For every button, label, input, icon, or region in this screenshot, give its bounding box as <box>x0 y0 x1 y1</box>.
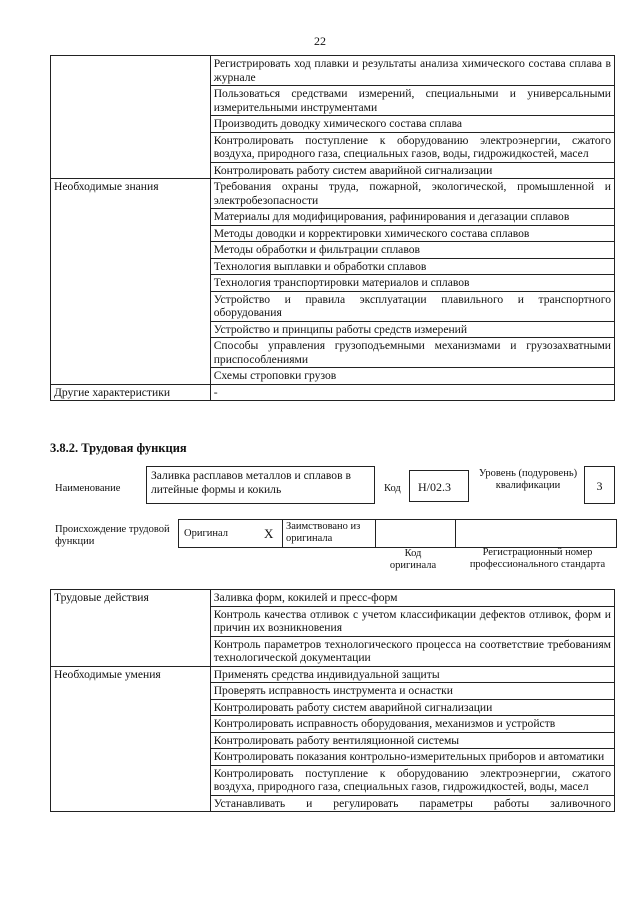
name-label: Наименование <box>55 483 121 494</box>
table-cell: Устройство и правила эксплуатации плавильного и транспортного оборудования <box>210 291 614 321</box>
page-number: 22 <box>314 34 326 48</box>
table-row <box>51 179 615 209</box>
table-cell: Регистрировать ход плавки и результаты анализа химического состава сплава в журнале <box>210 56 614 86</box>
knowledge-skills-table <box>50 55 615 401</box>
section-title: 3.8.2. Трудовая функция <box>50 441 187 455</box>
table-cell: Применять средства индивидуальной защиты <box>210 666 614 683</box>
reg-number-caption: Регистрационный номер профессионального стандарта <box>469 547 606 570</box>
table-cell: Устройство и принципы работы средств измерений <box>210 321 614 338</box>
table-cell: Производить доводку химического состава сплава <box>210 116 614 133</box>
table-cell: Контроль параметров технологического процесса на соответствие требованиям технологической документации <box>210 636 614 666</box>
table-cell: Контролировать поступление к оборудованию электроэнергии, сжатого воздуха, природного газа, специальных газов, гидрожидкостей, воды, масел <box>210 765 614 795</box>
table-row <box>51 384 615 401</box>
level-label: Уровень (подуровень) квалификации <box>478 468 578 491</box>
table-label-cell: Необходимые умения <box>51 666 211 812</box>
table-cell: Пользоваться средствами измерений, специальными и универсальными измерительными инструментами <box>210 86 614 116</box>
table-label-cell: Трудовые действия <box>51 590 211 667</box>
table-cell: Схемы строповки грузов <box>210 368 614 385</box>
table-cell: Контролировать поступление к оборудованию электроэнергии, сжатого воздуха, природного газа, специальных газов, воды, гидрожидкостей, масел <box>210 132 614 162</box>
table-cell: - <box>210 384 614 401</box>
code-label: Код <box>384 483 401 494</box>
original-mark: X <box>264 526 274 541</box>
table-cell: Технология транспортировки материалов и сплавов <box>210 275 614 292</box>
table-row <box>51 56 615 86</box>
table-cell: Способы управления грузоподъемными механизмами и грузозахватными приспособлениями <box>210 338 614 368</box>
table-cell: Технология выплавки и обработки сплавов <box>210 258 614 275</box>
code-box: Н/02.3 <box>409 470 469 502</box>
table-cell: Контроль качества отливок с учетом классификации дефектов отливок, форм и причин их возникновения <box>210 606 614 636</box>
original-label: Оригинал <box>184 528 228 539</box>
origin-label: Происхождение трудовой функции <box>55 524 170 547</box>
table-cell: Требования охраны труда, пожарной, экологической, промышленной и электробезопасности <box>210 179 614 209</box>
table-cell: Контролировать работу систем аварийной сигнализации <box>210 699 614 716</box>
labor-function-table <box>50 589 615 812</box>
table-row <box>51 666 615 683</box>
table-label-cell: Другие характеристики <box>51 384 211 401</box>
borrowed-label: Заимствовано из оригинала <box>286 521 361 544</box>
table-cell: Методы обработки и фильтрации сплавов <box>210 242 614 259</box>
table-cell: Контролировать работу вентиляционной системы <box>210 732 614 749</box>
level-box: 3 <box>584 466 615 504</box>
table-cell: Устанавливать и регулировать параметры работы заливочного <box>210 795 614 812</box>
table-label-cell: Необходимые знания <box>51 179 211 385</box>
function-name-box: Заливка расплавов металлов и сплавов в литейные формы и кокиль <box>146 466 375 504</box>
table-cell: Проверять исправность инструмента и оснастки <box>210 683 614 700</box>
table-cell: Методы доводки и корректировки химического состава сплавов <box>210 225 614 242</box>
table-cell: Контролировать показания контрольно-измерительных приборов и автоматики <box>210 749 614 766</box>
table-cell: Контролировать исправность оборудования, механизмов и устройств <box>210 716 614 733</box>
table-cell: Заливка форм, кокилей и пресс-форм <box>210 590 614 607</box>
code-original-caption: Код оригинала <box>389 548 437 571</box>
table-cell: Материалы для модифицирования, рафинирования и дегазации сплавов <box>210 209 614 226</box>
table-cell: Контролировать работу систем аварийной сигнализации <box>210 162 614 179</box>
table-row <box>51 590 615 607</box>
origin-row <box>178 519 617 548</box>
table-label-cell <box>51 56 211 179</box>
